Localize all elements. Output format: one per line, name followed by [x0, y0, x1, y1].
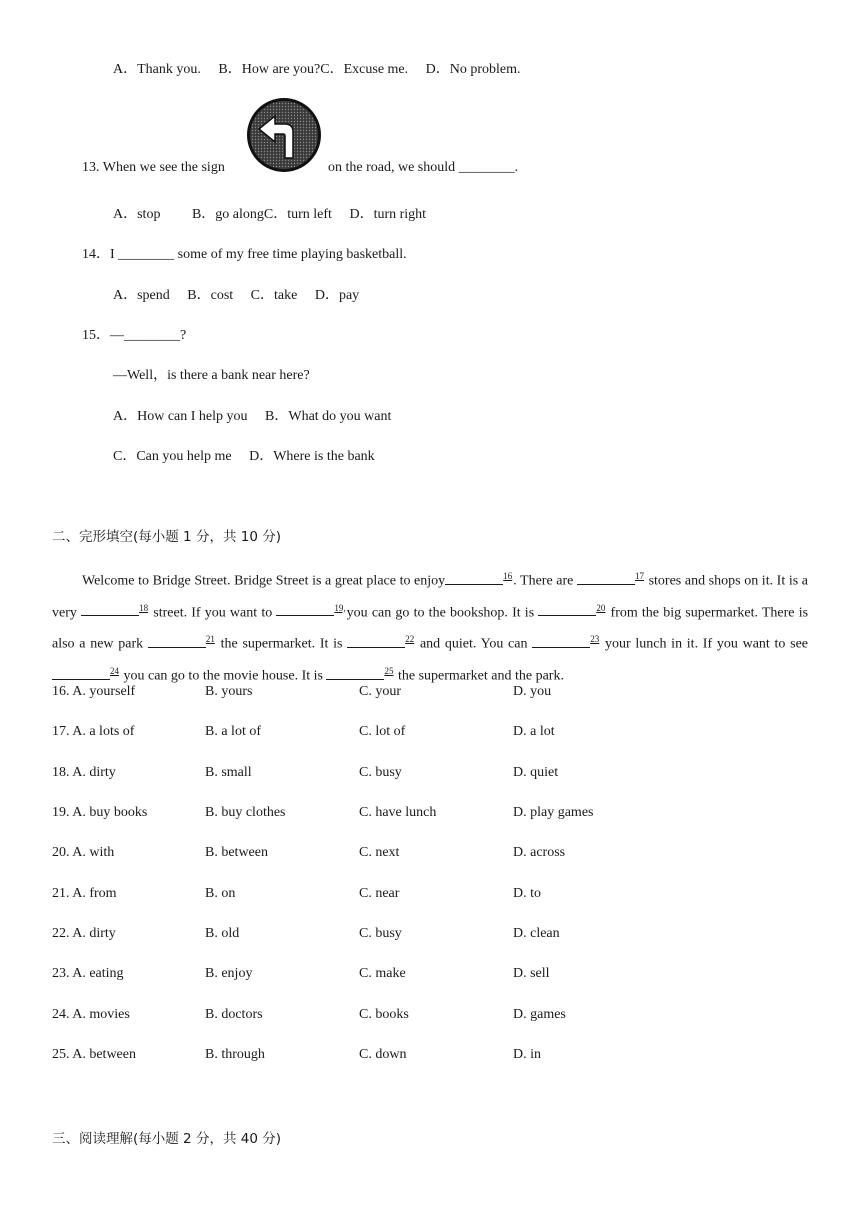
option-a: 23. A. eating: [52, 966, 124, 981]
option-a: 19. A. buy books: [52, 805, 148, 820]
option-d: D. in: [513, 1047, 541, 1062]
passage-text: and quiet. You can: [419, 636, 528, 652]
q13-option-b: B．go along: [191, 207, 264, 222]
q14-options: [113, 284, 359, 304]
option-a: 24. A. movies: [52, 1007, 130, 1022]
passage-text: stores and shops on it. It is a very: [52, 573, 809, 621]
question-row: [52, 966, 752, 986]
question-row: [52, 845, 752, 865]
q13-options: [113, 203, 426, 223]
blank-number: 16: [503, 571, 513, 581]
option-d: D. clean: [513, 926, 560, 941]
section2-title: 二、完形填空(每小题 1 分，共 10 分): [52, 529, 281, 545]
blank-number: 24: [110, 665, 119, 676]
option-b: B. a lot of: [205, 724, 261, 739]
option-d: D. games: [513, 1007, 566, 1022]
q13-stem-after: on the road, we should ________.: [328, 160, 519, 175]
passage-text: you can go to the movie house. It is: [123, 668, 323, 684]
passage-text: the supermarket and the park.: [397, 668, 564, 684]
blank-number: 22: [405, 634, 415, 645]
option-a: 17. A. a lots of: [52, 724, 135, 739]
question-row: [52, 926, 752, 946]
option-a: 16. A. yourself: [52, 684, 136, 699]
option-d: D. to: [513, 886, 541, 901]
q14-stem: 14．I ________ some of my free time playing basketball.: [82, 247, 407, 262]
q12-option-d: D．No problem.: [425, 62, 521, 77]
option-a: 25. A. between: [52, 1047, 136, 1062]
cloze-passage: [52, 563, 808, 690]
q15-reply: —Well，is there a bank near here?: [113, 368, 310, 383]
option-c: C. books: [359, 1007, 409, 1022]
option-c: C. have lunch: [359, 805, 437, 820]
q15-option-a: A．How can I help you: [113, 409, 248, 424]
question-row: [52, 1047, 752, 1067]
question-row: [52, 1007, 752, 1027]
q14-option-a: A．spend: [113, 288, 170, 303]
q12-option-b: B．How are you?: [218, 62, 321, 77]
option-b: B. yours: [205, 684, 253, 699]
option-c: C. busy: [359, 926, 402, 941]
q12-option-c: C．Excuse me.: [320, 62, 409, 77]
option-b: B. doctors: [205, 1007, 263, 1022]
q15-option-c: C．Can you help me: [113, 449, 232, 464]
option-c: C. lot of: [359, 724, 406, 739]
q13-option-a: A．stop: [113, 207, 161, 222]
q13-option-c: C．turn left: [263, 207, 332, 222]
question-row: [52, 886, 752, 906]
option-c: C. make: [359, 966, 406, 981]
question-row: [52, 684, 752, 704]
q15-option-b: B．What do you want: [265, 409, 392, 424]
passage-text: street. If you want to: [153, 605, 273, 621]
option-a: 21. A. from: [52, 886, 117, 901]
question-row: [52, 805, 752, 825]
passage-text: from the big supermarket. There is also a new park: [52, 605, 809, 652]
q15-option-d: D．Where is the bank: [249, 449, 375, 464]
q15-stem: 15．—________?: [82, 328, 187, 343]
passage-text: . There are: [513, 573, 574, 589]
q12-option-a: A．Thank you.: [113, 62, 201, 77]
option-d: D. a lot: [513, 724, 555, 739]
passage-text: the supermarket. It is: [220, 636, 343, 652]
option-d: D. quiet: [513, 765, 559, 780]
option-d: D. sell: [513, 966, 550, 981]
passage-text: your lunch in it. If you want to see: [604, 636, 809, 652]
option-c: C. next: [359, 845, 400, 860]
option-a: 20. A. with: [52, 845, 115, 860]
question-row: [52, 724, 752, 744]
blank-number: 21: [205, 634, 215, 645]
q14-option-d: D．pay: [314, 288, 360, 303]
option-b: B. between: [205, 845, 268, 860]
section3-title: 三、阅读理解(每小题 2 分，共 40 分): [52, 1131, 281, 1147]
turn-left-sign-icon: [245, 96, 323, 174]
passage-text: you can go to the bookshop. It is: [346, 605, 535, 621]
q14-option-b: B．cost: [187, 288, 234, 303]
option-b: B. small: [205, 765, 252, 780]
option-c: C. your: [359, 684, 401, 699]
option-b: B. on: [205, 886, 236, 901]
blank-number: 19,: [334, 602, 346, 613]
blank-number: 20: [596, 602, 606, 613]
passage-text: Welcome to Bridge Street. Bridge Street is a great place to enjoy: [82, 573, 446, 589]
option-b: B. old: [205, 926, 240, 941]
blank-number: 25: [384, 665, 394, 676]
q12-options: [113, 58, 521, 78]
question-row: [52, 765, 752, 785]
option-b: B. buy clothes: [205, 805, 286, 820]
blank-number: 17: [634, 571, 644, 581]
option-d: D. play games: [513, 805, 594, 820]
q15-options-line1: [113, 405, 391, 425]
blank-number: 18: [139, 602, 149, 613]
q13-stem-before: 13. When we see the sign: [82, 160, 225, 175]
option-c: C. busy: [359, 765, 402, 780]
option-d: D. you: [513, 684, 552, 699]
q15-options-line2: [113, 445, 375, 465]
q13-option-d: D．turn right: [349, 207, 427, 222]
option-d: D. across: [513, 845, 566, 860]
option-c: C. down: [359, 1047, 407, 1062]
option-b: B. through: [205, 1047, 265, 1062]
q14-option-c: C．take: [250, 288, 298, 303]
option-b: B. enjoy: [205, 966, 253, 981]
option-a: 18. A. dirty: [52, 765, 116, 780]
option-a: 22. A. dirty: [52, 926, 116, 941]
blank-number: 23: [590, 634, 600, 645]
option-c: C. near: [359, 886, 400, 901]
